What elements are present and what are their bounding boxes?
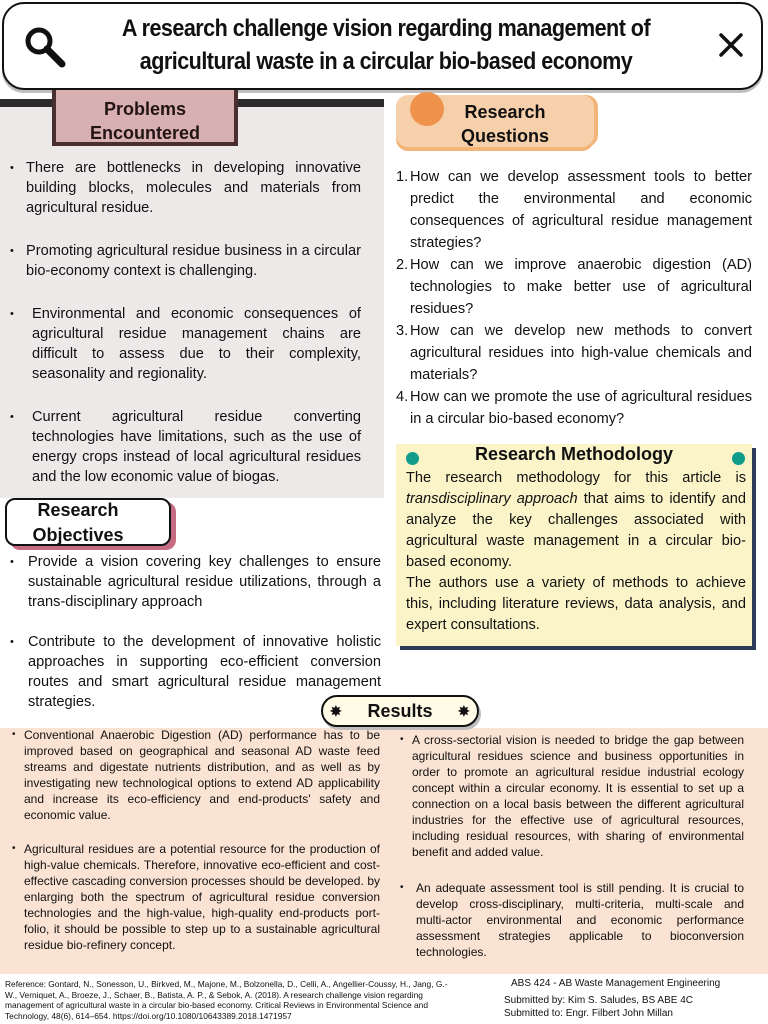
close-icon[interactable] xyxy=(714,28,748,62)
question-text: How can we improve anaerobic digestion (AD) technologies to make better use of agricultural residues? xyxy=(410,257,752,317)
star-icon: ✸ xyxy=(458,703,470,719)
results-left-list xyxy=(10,727,380,971)
reference-text: Reference: Gontard, N., Sonesson, U., Birkved, M., Majone, M., Bolzonella, D., Celli, A., Angellier-Coussy, H., Jang, G.-W., Verniquet, A., Broeze, J., Schaer, B., Batista, A. P., & Sebok, A. (2018). A research challenge vision regarding management of agricultural waste in a circular bio-based economy. Critical Reviews in Environmental Science and Technology, 48(6), 614–654. https://doi.org/10.1080/10643389.2018.1471957 xyxy=(5,979,448,1021)
results-right-list xyxy=(398,732,744,980)
list-item: • Conventional Anaerobic Digestion (AD) performance has to be improved based on geographical and seasonal AD waste feed streams and digestate nutrients distribution, and as well as by investigating new technological options to extend AD applicability and increase its eco-efficiency and end-products' safety and economic value. xyxy=(10,727,380,823)
questions-list xyxy=(396,166,752,430)
list-item: • Agricultural residues are a potential resource for the production of high-value chemicals. Therefore, innovative eco-efficient and cost-effective cascading conversion processes should be developed. by enlarging both the spectrum of agricultural residue conversion technologies and the high-value, high-quality end-products port-folio, it should be possible to step up to a sustainable agricultural residue bio-refinery concept. xyxy=(10,841,380,953)
list-item xyxy=(396,254,752,320)
emphasis-text: transdisciplinary approach xyxy=(406,491,578,507)
list-item: • Environmental and economic consequences of agricultural residue management chains are difficult to assess due to their complexity, seasonality and regionality. xyxy=(0,304,361,384)
objectives-heading-line2: Objectives xyxy=(32,525,124,545)
list-item xyxy=(396,166,752,254)
submitted-by: Submitted by: Kim S. Saludes, BS ABE 4C xyxy=(504,995,693,1006)
submitted-to: Submitted to: Engr. Filbert John Millan xyxy=(504,1008,673,1019)
question-text: How can we promote the use of agricultural residues in a circular bio-based economy? xyxy=(410,389,752,427)
list-item: • Contribute to the development of innovative holistic approaches in supporting eco-efficient conversion routes and smart agricultural residue management strategies. xyxy=(0,632,381,712)
text-span: The research methodology for this article is xyxy=(406,470,746,486)
questions-heading xyxy=(440,100,570,148)
results-heading: Results xyxy=(367,701,433,721)
orange-dot-decoration xyxy=(410,92,444,126)
list-item: • Promoting agricultural residue business in a circular bio-economy context is challenging. xyxy=(0,241,361,281)
objectives-heading-line1: Research xyxy=(37,500,119,520)
list-item: • A cross-sectorial vision is needed to bridge the gap between agricultural residues science and business opportunities in order to promote an agricultural residue industrial ecology concept within a circular economy. It is essential to set up a connection on a local basis between the different agricultural industries for the effective use of agricultural resources, including residual resources, with sharing of environmental benefit and added value. xyxy=(398,732,744,860)
search-icon[interactable] xyxy=(22,24,68,70)
questions-heading-line2: Questions xyxy=(460,126,549,146)
problems-heading xyxy=(52,90,238,146)
problems-heading-line1: Problems xyxy=(103,99,187,119)
list-item xyxy=(396,386,752,430)
objectives-heading xyxy=(8,498,148,548)
methodology-paragraph: The authors use a variety of methods to achieve this, including literature reviews, data analysis, and expert consultations. xyxy=(406,575,746,633)
list-item: • Provide a vision covering key challenges to ensure sustainable agricultural residue utilizations, through a trans-disciplinary approach xyxy=(0,552,381,612)
list-item xyxy=(396,320,752,386)
list-item: • An adequate assessment tool is still pending. It is crucial to develop cross-disciplinary, multi-criteria, multi-scale and multi-actor environmental and economic performance assessment strategies applicable to bioconversion technologies. xyxy=(398,880,744,960)
list-item: • Current agricultural residue converting technologies have limitations, such as the use of energy crops instead of local agricultural residues and the low economic value of biogas. xyxy=(0,407,361,487)
question-text: How can we develop new methods to convert agricultural residues into high-value chemicals and materials? xyxy=(410,323,752,383)
methodology-heading: Research Methodology xyxy=(474,444,674,464)
methodology-paragraph xyxy=(406,468,746,573)
problems-list xyxy=(0,158,361,510)
text-span: that aims to identify and analyze the key challenges associated with agricultural waste management in a circular bio-based economy. xyxy=(406,491,747,570)
question-number: 2. xyxy=(396,257,409,273)
question-number: 1. xyxy=(396,169,409,185)
question-number: 3. xyxy=(396,323,409,339)
questions-heading-line1: Research xyxy=(464,102,546,122)
star-icon: ✸ xyxy=(330,703,342,719)
page-title: A research challenge vision regarding management of agricultural waste in a circular bio-based economy xyxy=(121,15,651,75)
problems-heading-line2: Encountered xyxy=(89,123,200,143)
list-item: • There are bottlenecks in developing innovative building blocks, molecules and materials from agricultural residue. xyxy=(0,158,361,218)
methodology-text xyxy=(406,468,746,636)
question-text: How can we develop assessment tools to better predict the environmental and economic consequences of agricultural residue management strategies? xyxy=(410,169,752,251)
question-number: 4. xyxy=(396,389,409,405)
course-label: ABS 424 - AB Waste Management Engineering xyxy=(511,978,721,989)
